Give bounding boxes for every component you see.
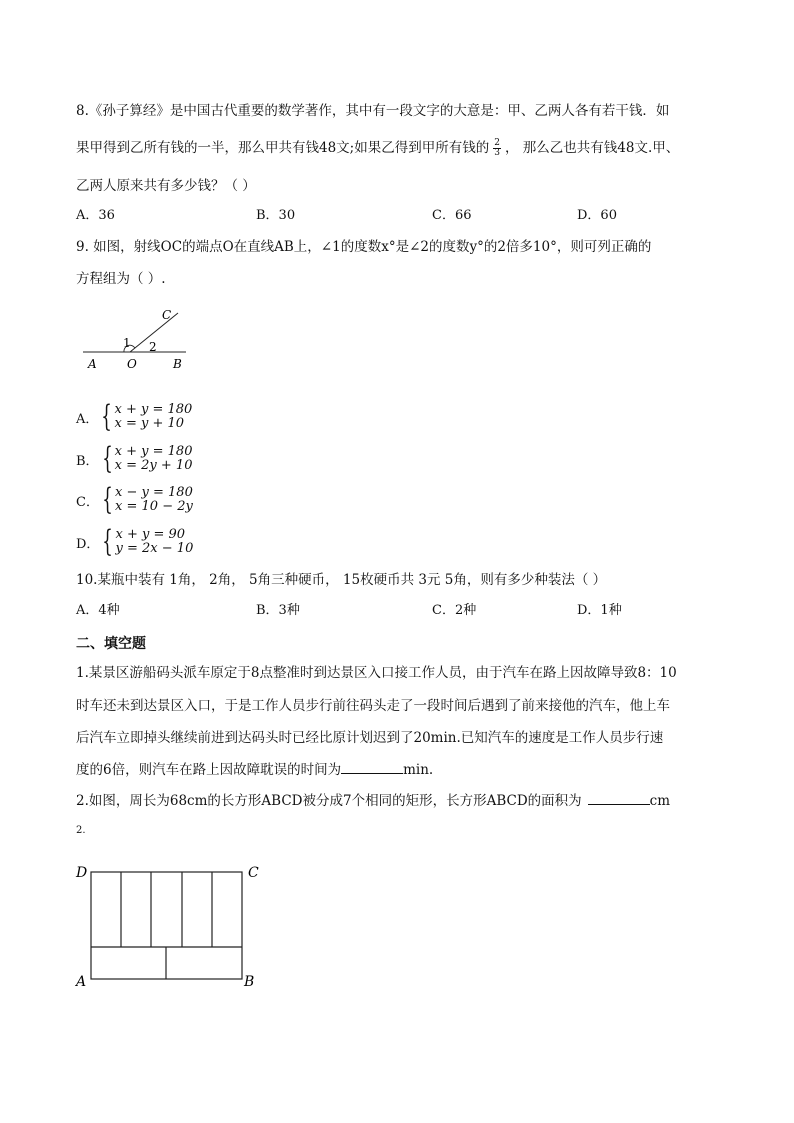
f2-line-2: 2.: [76, 825, 86, 836]
q2-rectangle-figure: [72, 862, 272, 992]
label-angle-1: 1: [123, 336, 131, 350]
section-title: 二、填空题: [76, 636, 146, 652]
f1-line-3: 后汽车立即掉头继续前进到达码头时已经比原计划迟到了20min.已知汽车的速度是工作人员步行速: [76, 730, 664, 746]
q10-option-b[interactable]: B．3种: [256, 603, 300, 618]
q8-fraction: [493, 139, 501, 158]
fraction-denominator: 3: [494, 148, 500, 158]
q10-option-a[interactable]: A．4种: [76, 603, 120, 618]
label-d: D: [76, 865, 88, 881]
q8-option-b[interactable]: B．30: [256, 208, 296, 223]
option-label: B．: [76, 453, 99, 469]
label-b: B: [173, 357, 182, 371]
label-a: A: [88, 357, 97, 371]
q10-line-1: 10.某瓶中装有 1角， 2角， 5角三种硬币， 15枚硬币共 3元 5角，则有多少种装法（ ）: [76, 572, 607, 588]
q8-option-d[interactable]: D．60: [577, 208, 617, 223]
label-o: O: [127, 357, 137, 371]
equation-2: y = 2x − 10: [115, 541, 194, 556]
f2-unit: cm: [649, 793, 671, 809]
brace-icon: {: [102, 482, 113, 517]
f1-line-2: 时车还未到达景区入口，于是工作人员步行前往码头走了一段时间后遇到了前来接他的汽车，他上车: [76, 698, 670, 714]
equation-2: x = 10 − 2y: [115, 499, 193, 514]
q9-option-d[interactable]: [76, 524, 194, 559]
answer-blank[interactable]: [588, 792, 650, 805]
option-label: A．: [76, 411, 99, 427]
brace-icon: {: [101, 441, 113, 476]
q9-option-c[interactable]: [76, 482, 193, 517]
label-b: B: [244, 974, 255, 990]
label-angle-2: 2: [149, 340, 157, 354]
label-c: C: [248, 865, 259, 881]
equation-1: x + y = 180: [114, 444, 193, 459]
option-label: C．: [76, 494, 99, 510]
option-label: D．: [76, 536, 100, 552]
f1-line-1: 1.某景区游船码头派车原定于8点整准时到达景区入口接工作人员，由于汽车在路上因故障导致8：10: [76, 665, 677, 681]
f1-line-4-end: min.: [403, 762, 434, 778]
answer-blank[interactable]: [341, 761, 403, 774]
q8-line-1: 8.《孙子算经》是中国古代重要的数学著作，其中有一段文字的大意是：甲、乙两人各有若干钱．如: [76, 103, 670, 119]
label-c: C: [162, 308, 172, 322]
equation-1: x + y = 180: [114, 402, 193, 417]
q8-line-3: 乙两人原来共有多少钱？（ ）: [76, 178, 256, 194]
brace-icon: {: [101, 399, 113, 434]
f2-line-1-start: 2.如图，周长为68cm的长方形ABCD被分成7个相同的矩形，长方形ABCD的面积为: [76, 793, 582, 809]
q9-option-b[interactable]: [76, 441, 193, 476]
f1-line-4: [76, 761, 433, 779]
brace-icon: {: [102, 524, 114, 559]
q10-option-d[interactable]: D．1种: [577, 603, 622, 618]
equation-1: x + y = 90: [115, 527, 186, 542]
fraction-numerator: 2: [494, 138, 500, 148]
q8-line-2-start: 果甲得到乙所有钱的一半，那么甲共有钱48文;如果乙得到甲所有钱的: [76, 140, 490, 156]
q9-option-a[interactable]: [76, 399, 193, 434]
label-a: A: [76, 974, 87, 990]
equation-1: x − y = 180: [115, 485, 193, 500]
equation-2: x = 2y + 10: [114, 458, 193, 473]
q8-option-a[interactable]: A．36: [76, 208, 115, 223]
q9-line-2: 方程组为（ ）.: [76, 271, 166, 287]
q8-line-2: [76, 139, 679, 158]
q8-option-c[interactable]: C．66: [432, 208, 472, 223]
q9-angle-figure: [78, 305, 198, 375]
f2-line-1: [76, 792, 670, 810]
q8-line-2-end: ， 那么乙也共有钱48文.甲、: [504, 140, 680, 156]
q9-line-1: 9. 如图，射线OC的端点O在直线AB上，∠1的度数x°是∠2的度数y°的2倍多10°，则可列正确的: [76, 239, 652, 255]
f1-line-4-start: 度的6倍，则汽车在路上因故障耽误的时间为: [76, 762, 342, 778]
equation-2: x = y + 10: [114, 416, 185, 431]
q10-option-c[interactable]: C．2种: [432, 603, 477, 618]
